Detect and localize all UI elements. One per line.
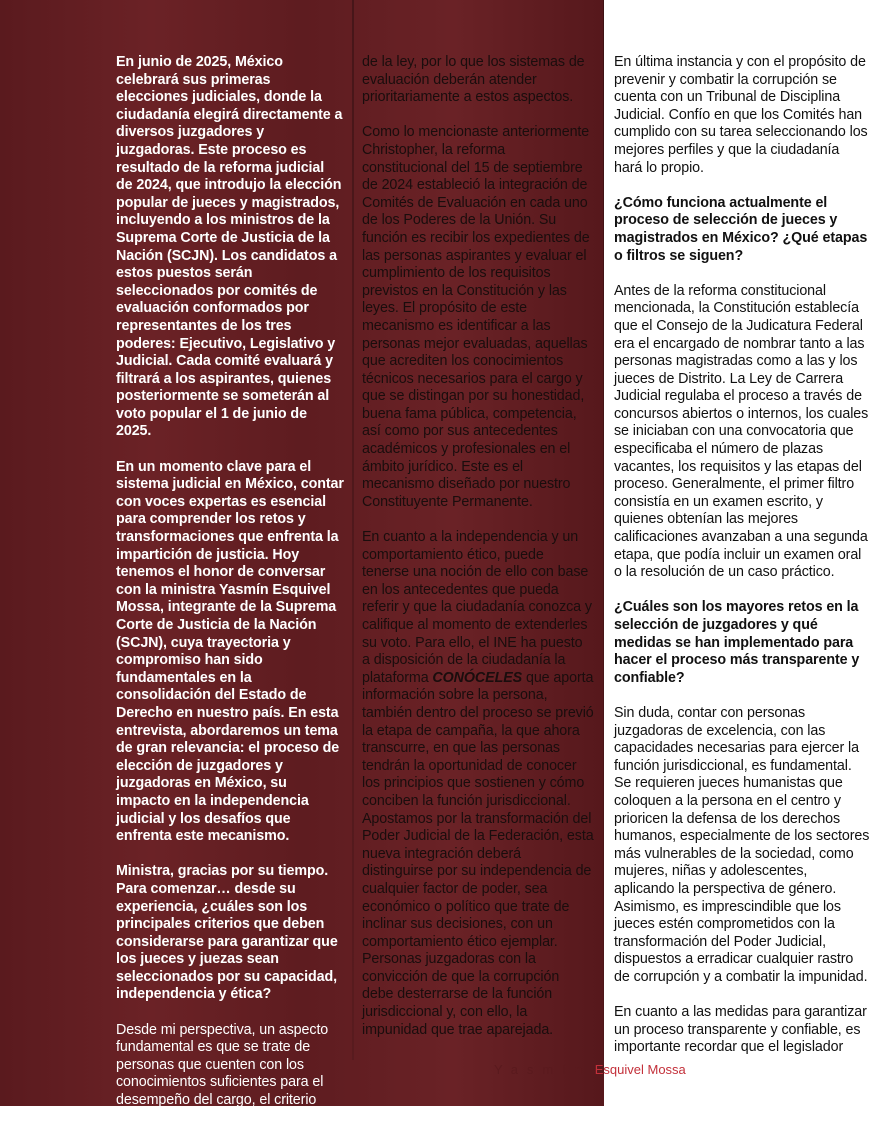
platform-name: CONÓCELES xyxy=(432,669,523,686)
footer-author-name xyxy=(494,1062,686,1078)
author-last-name: Esquivel Mossa xyxy=(594,1062,686,1077)
paragraph-text: En cuanto a la independencia y un comportamiento ético, puede tenerse una noción de ello con base en los antecedentes que pueda referir y que la ciudadanía conozca y califique al momento de extenderles su voto. Para ello, el INE ha puesto a disposición de la ciudadanía la plataforma xyxy=(362,529,592,686)
answer-paragraph: Sin duda, contar con personas juzgadoras de excelencia, con las capacidades necesarias para ejercer la función jurisdiccional, es fundamental. Se requieren jueces humanistas que coloquen a la persona en el centro y prioricen la defensa de los derechos humanos, especialmente de los sectores más vulnerables de la sociedad, como mujeres, niñas y adolescentes, aplicando la perspectiva de género. Asimismo, es imprescindible que los jueces estén comprometidos con la transformación del Poder Judicial, dispuestos a erradicar cualquier rastro de corrupción y a combatir la impunidad. xyxy=(614,704,870,985)
interview-question: Ministra, gracias por su tiempo. Para comenzar… desde su experiencia, ¿cuáles son los principales criterios que deben considerarse para garantizar que los jueces y juezas sean seleccionados por su capacidad, independencia y ética? xyxy=(116,863,338,1003)
author-first-name: Yasmín xyxy=(494,1062,592,1077)
answer-paragraph xyxy=(362,529,594,811)
answer-paragraph: Antes de la reforma constitucional mencionada, la Constitución establecía que el Consejo de la Judicatura Federal era el encargado de nombrar tanto a las personas magistradas como a las y los jueces de Distrito. La Ley de Carrera Judicial regulaba el proceso a través de concursos abiertos o internos, los cuales se iniciaban con una convocatoria que especificaba el número de plazas vacantes, los requisitos y las etapas del proceso. Generalmente, el primer filtro consistía en un examen escrito, y quienes obtenían las mejores calificaciones avanzaban a una segunda etapa, que podía incluir un examen oral o la resolución de un caso práctico. xyxy=(614,282,869,581)
intro-paragraph: En junio de 2025, México celebrará sus primeras elecciones judiciales, donde la ciudadanía elegirá directamente a diversos juzgadores y juzgadoras. Este proceso es resultado de la reforma judicial de 2024, que introdujo la elección popular de jueces y magistrados, incluyendo a los ministros de la Suprema Corte de Justicia de la Nación (SCJN). Los candidatos a estos puestos serán seleccionados por comités de evaluación conformados por representantes de los tres poderes: Ejecutivo, Legislativo y Judicial. Cada comité evaluará y filtrará a los aspirantes, quienes posteriormente se someterán al voto popular el 1 de junio de 2025. xyxy=(116,54,343,440)
panel-seam xyxy=(352,0,354,1060)
answer-paragraph: Apostamos por la transformación del Poder Judicial de la Federación, esta nueva integración deberá distinguirse por su independencia de cualquier factor de poder, sea económico o político que trate de inclinar sus decisiones, con un comportamiento ético ejemplar. Personas juzgadoras con la convicción de que la corrupción debe desterrarse de la función jurisdiccional y, con ello, la impunidad que trae aparejada. xyxy=(362,810,594,1038)
intro-paragraph: En un momento clave para el sistema judicial en México, contar con voces expertas es esencial para comprender los retos y transformaciones que enfrenta la impartición de justicia. Hoy tenemos el honor de conversar con la ministra Yasmín Esquivel Mossa, integrante de la Suprema Corte de Justicia de la Nación (SCJN), cuya trayectoria y compromiso han sido fundamentales en la consolidación del Estado de Derecho en nuestro país. En esta entrevista, abordaremos un tema de gran relevancia: el proceso de elección de juzgadores y juzgadoras en México, su impacto en la independencia judicial y los desafíos que enfrenta este mecanismo. xyxy=(116,458,344,845)
answer-paragraph: En cuanto a las medidas para garantizar un proceso transparente y confiable, es importante recordar que el legislador xyxy=(614,1004,867,1056)
answer-paragraph: Como lo mencionaste anteriormente Christopher, la reforma constitucional del 15 de septiembre de 2024 estableció la integración de Comités de Evaluación en cada uno de los Poderes de la Unión. Su función es recibir los expedientes de las personas aspirantes y evaluar el cumplimiento de los requisitos previstos en la Constitución y las leyes. El propósito de este mecanismo es identificar a las personas mejor evaluadas, aquellas que acrediten los conocimientos técnicos necesarios para el cargo y que se distingan por su honestidad, buena fama pública, competencia, así como por sus antecedentes académicos y profesionales en el ámbito jurídico. Este es el mecanismo diseñado por nuestro Constituyente Permanente. xyxy=(362,124,590,510)
paragraph-text: que aporta información sobre la persona, también dentro del proceso se previó la etapa de campaña, la que ahora transcurre, en que las personas tendrán la oportunidad de conocer los principios que sostienen y cómo conciben la función jurisdiccional. xyxy=(362,669,594,809)
article-column-3 xyxy=(614,54,870,1074)
answer-paragraph: Desde mi perspectiva, un aspecto fundamental es que se trate de personas que cuenten con los conocimientos suficientes para el desempeño del cargo, el criterio para la interpretación y aplicación xyxy=(116,1021,329,1126)
interview-question: ¿Cuáles son los mayores retos en la selección de juzgadores y qué medidas se han implementado para hacer el proceso más transparente y confiable? xyxy=(614,599,860,686)
article-column-1 xyxy=(116,54,344,1145)
answer-paragraph: de la ley, por lo que los sistemas de evaluación deberán atender prioritariamente a estos aspectos. xyxy=(362,54,585,106)
interview-question: ¿Cómo funciona actualmente el proceso de selección de jueces y magistrados en México? ¿Qué etapas o filtros se siguen? xyxy=(614,194,868,264)
article-column-2 xyxy=(362,54,594,1057)
answer-paragraph: En última instancia y con el propósito de prevenir y combatir la corrupción se cuenta con un Tribunal de Disciplina Judicial. Confío en que los Comités han cumplido con su tarea seleccionando los mejores perfiles y que la ciudadanía hará lo propio. xyxy=(614,54,868,176)
